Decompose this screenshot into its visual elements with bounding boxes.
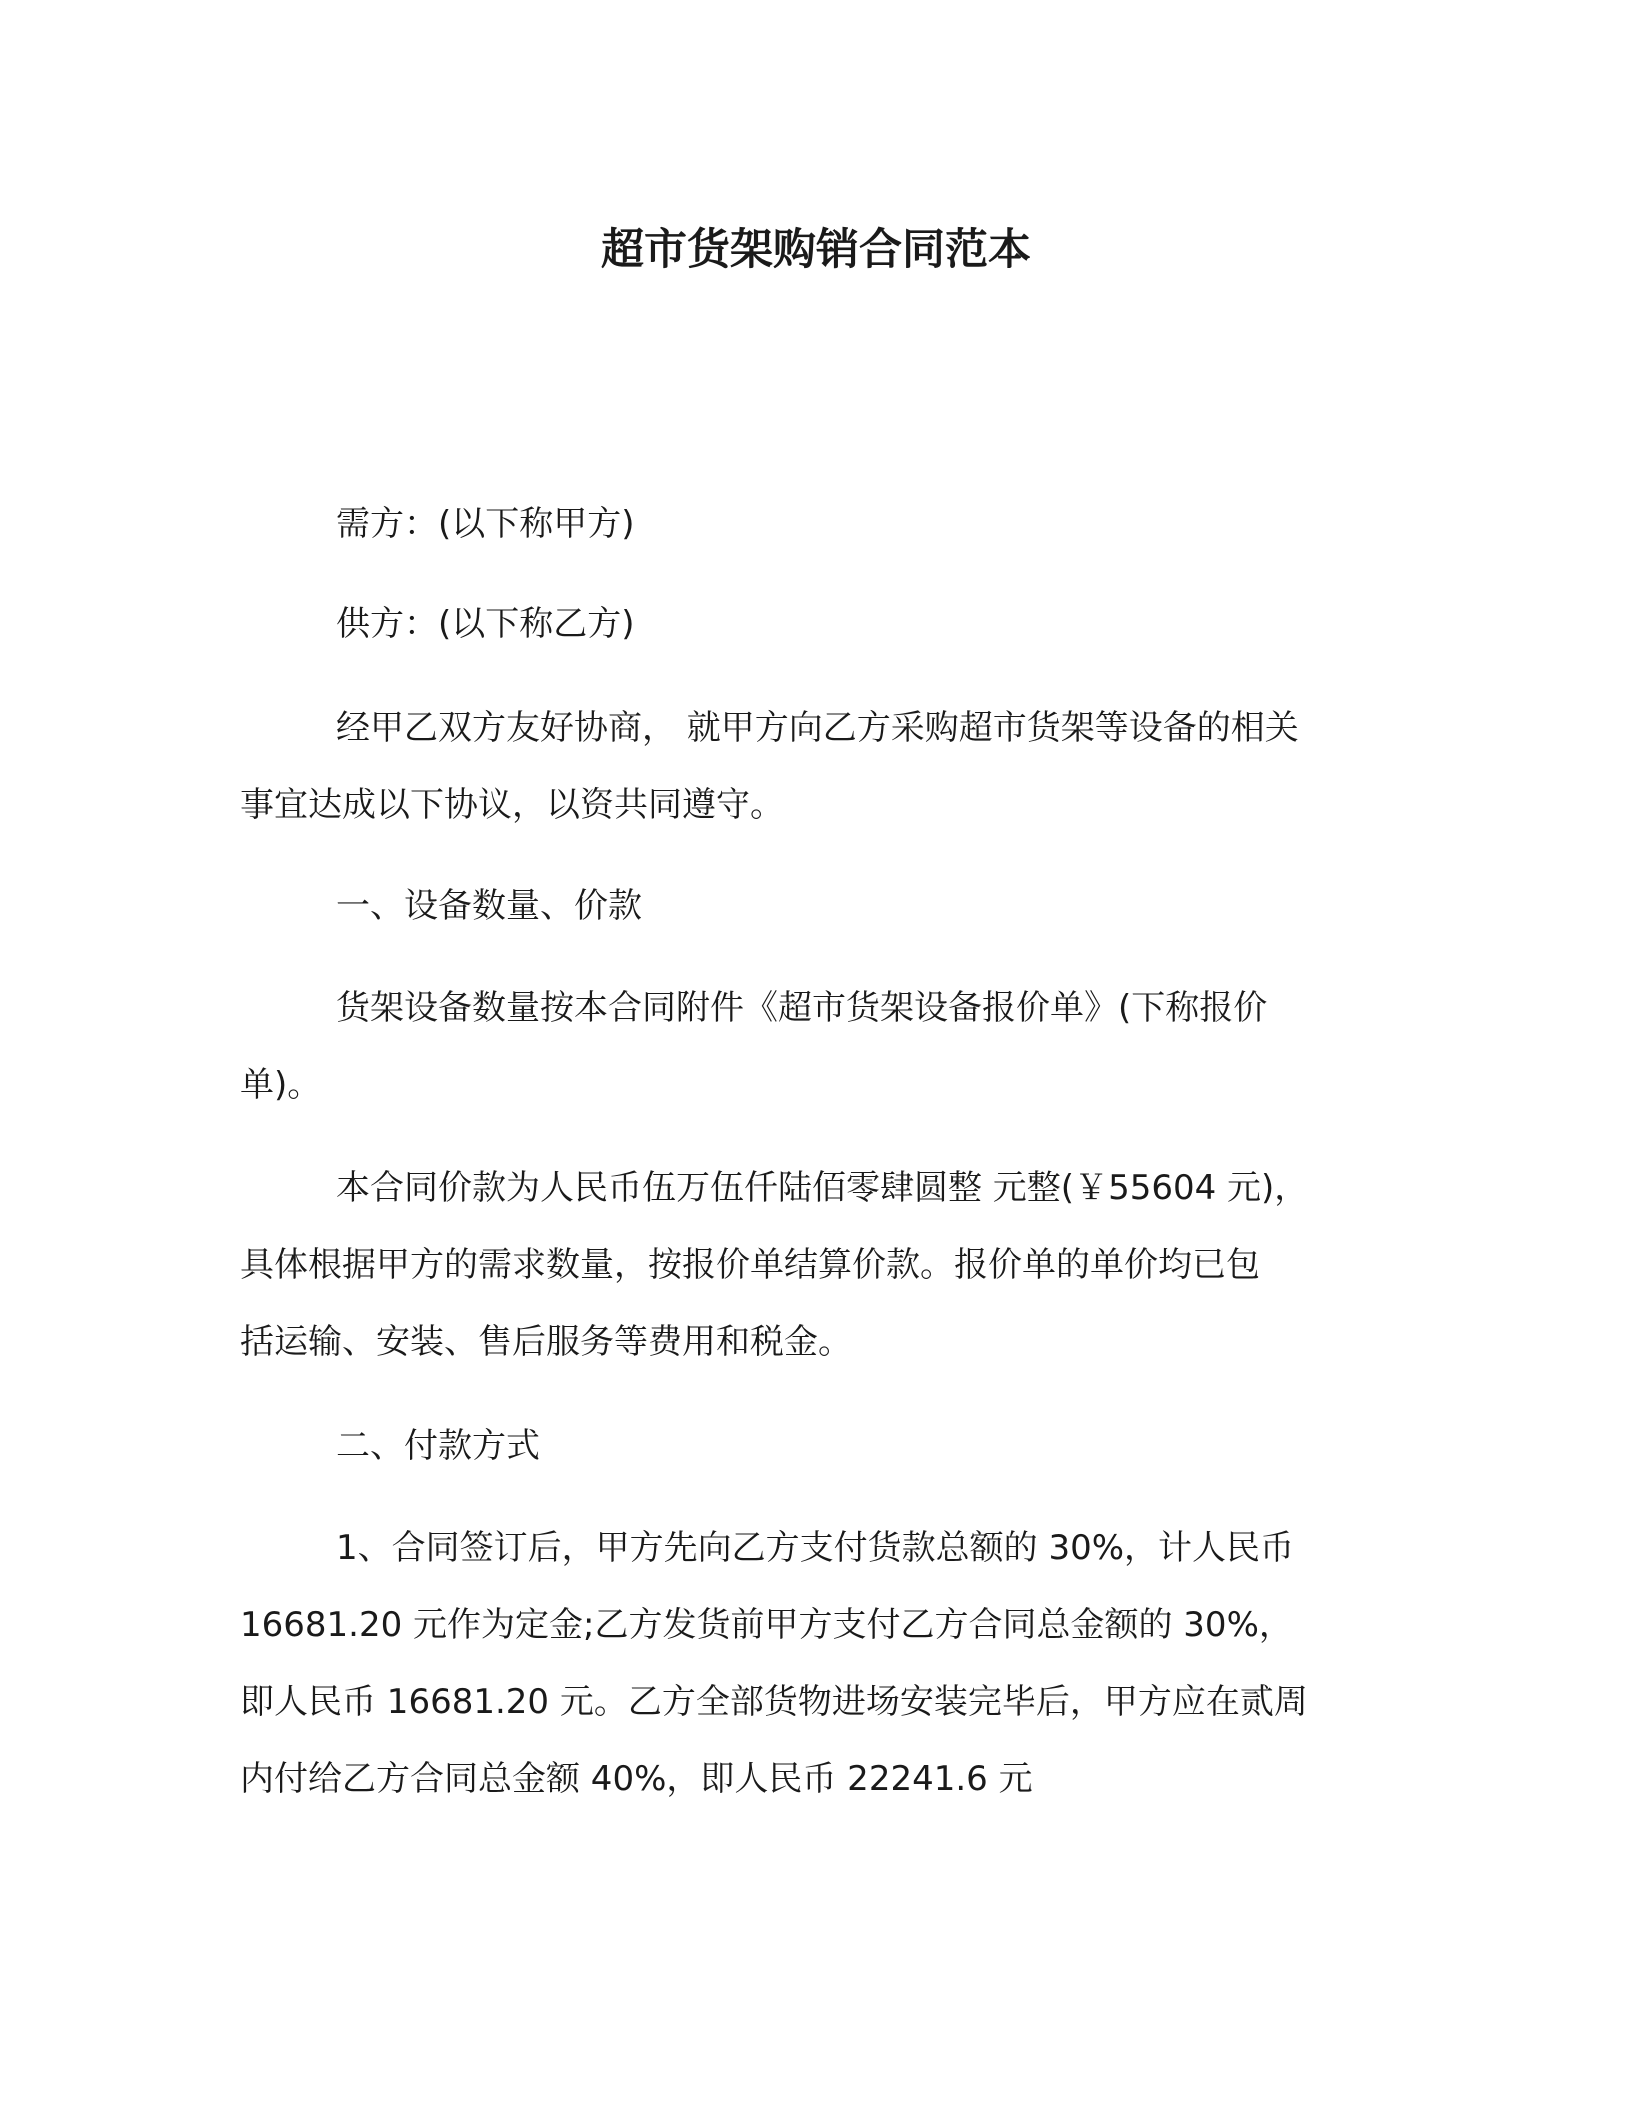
section-heading-1 xyxy=(240,868,1385,945)
text-line: 单)。 xyxy=(240,1065,322,1105)
paragraph-preamble xyxy=(240,690,1385,844)
text-line: 具体根据甲方的需求数量，按报价单结算价款。报价单的单价均已包 xyxy=(240,1245,1260,1285)
paragraph-price xyxy=(240,1150,1385,1381)
paragraph-quantity xyxy=(240,970,1385,1124)
text-line: 1、合同签订后，甲方先向乙方支付货款总额的 30%，计人民币 xyxy=(336,1528,1295,1568)
text-line: 即人民币 16681.20 元。乙方全部货物进场安装完毕后，甲方应在贰周 xyxy=(240,1682,1308,1722)
text-line: 括运输、安装、售后服务等费用和税金。 xyxy=(240,1322,852,1362)
text-line: 需方：(以下称甲方) xyxy=(336,504,635,544)
paragraph-supplier xyxy=(240,586,1385,663)
text-line: 16681.20 元作为定金;乙方发货前甲方支付乙方合同总金额的 30%， xyxy=(240,1605,1293,1645)
text-line: 事宜达成以下协议，以资共同遵守。 xyxy=(240,785,784,825)
text-line: 本合同价款为人民币伍万伍仟陆佰零肆圆整 元整(￥55604 元)， xyxy=(336,1168,1309,1208)
text-line: 经甲乙双方友好协商， 就甲方向乙方采购超市货架等设备的相关 xyxy=(336,708,1299,748)
text-line: 二、付款方式 xyxy=(336,1426,540,1466)
text-line: 供方：(以下称乙方) xyxy=(336,604,635,644)
paragraph-payment xyxy=(240,1510,1385,1818)
section-heading-2 xyxy=(240,1408,1385,1485)
document-title: 超市货架购销合同范本 xyxy=(601,225,1031,275)
text-line: 货架设备数量按本合同附件《超市货架设备报价单》(下称报价 xyxy=(336,988,1268,1028)
text-line: 内付给乙方合同总金额 40%，即人民币 22241.6 元 xyxy=(240,1759,1033,1799)
paragraph-buyer xyxy=(240,486,1385,563)
text-line: 一、设备数量、价款 xyxy=(336,886,642,926)
